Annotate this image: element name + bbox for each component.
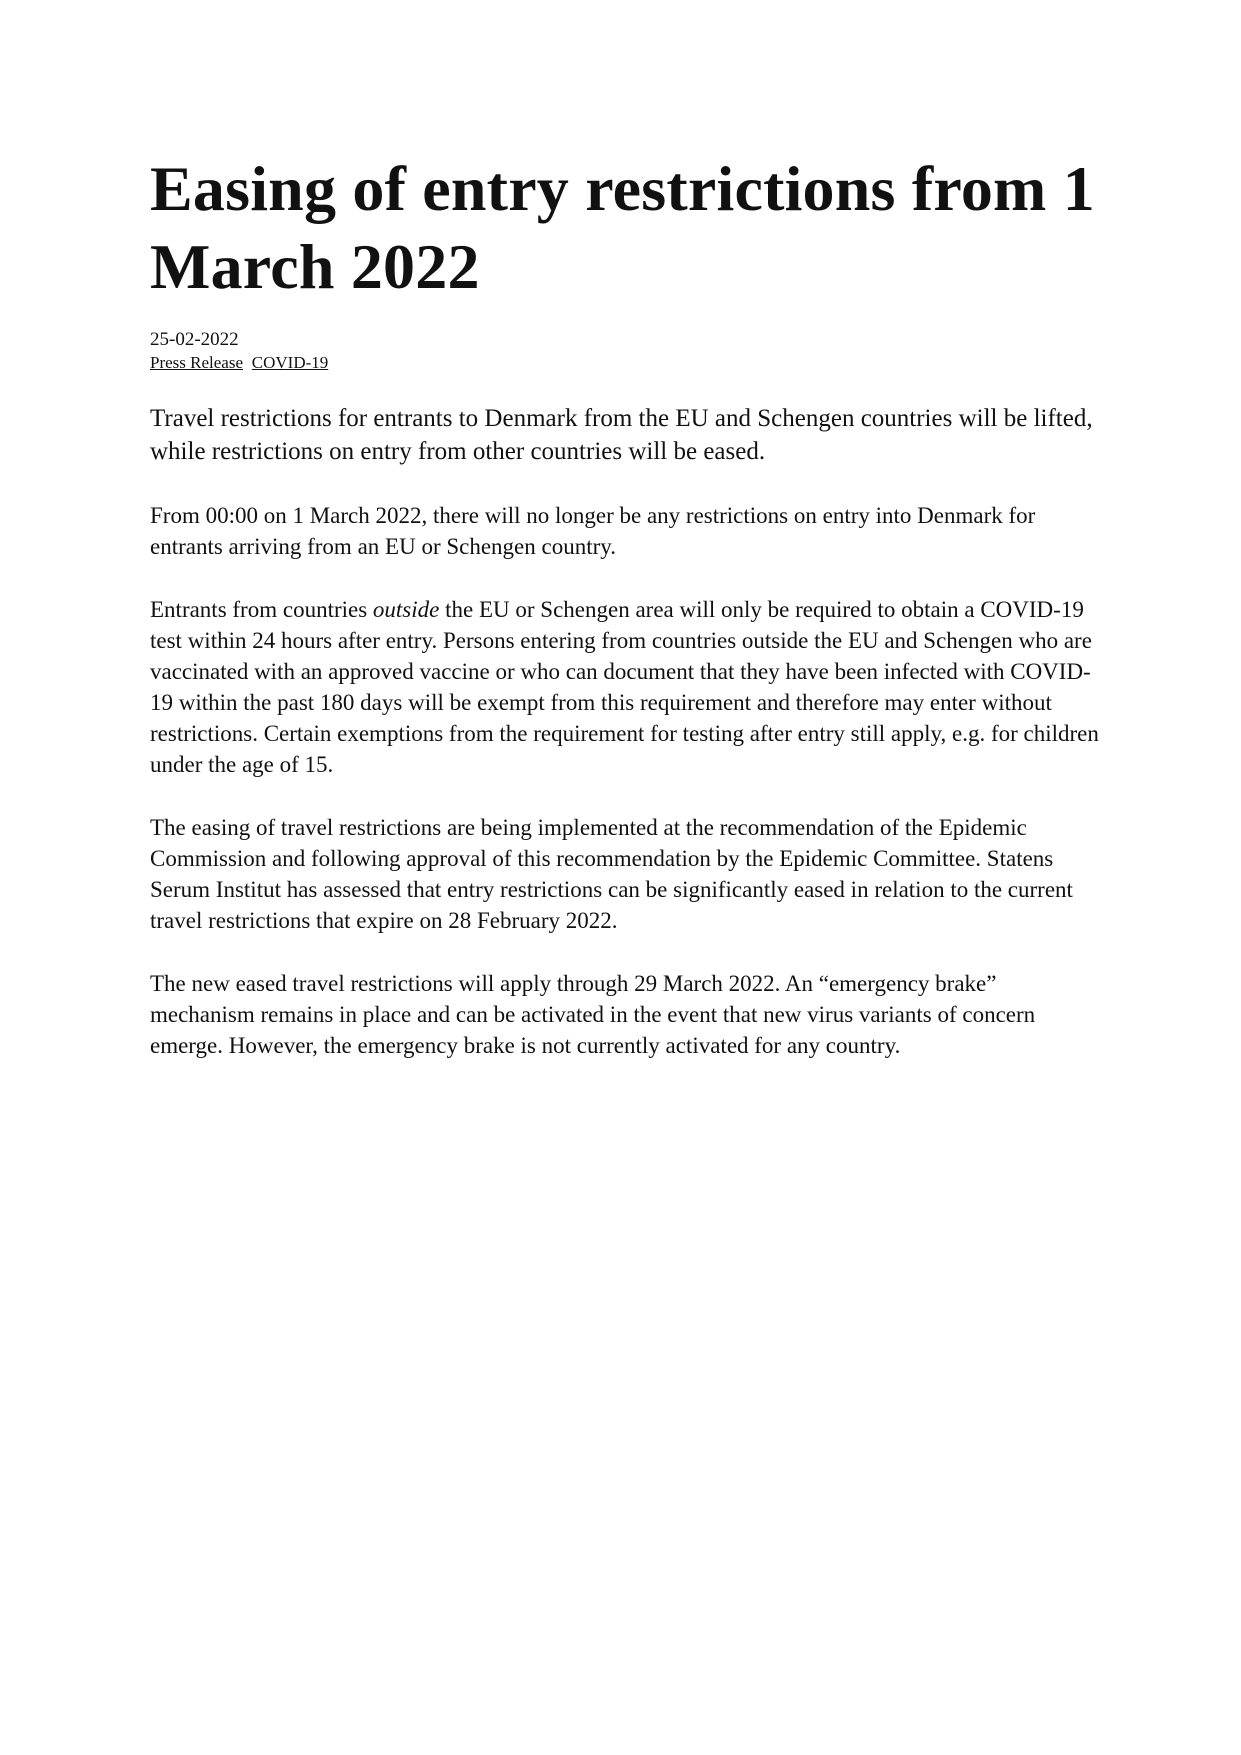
body-paragraph-1: From 00:00 on 1 March 2022, there will no longer be any restrictions on entry into Denmark for entrants arriving from an EU or Schengen country.	[150, 503, 1036, 559]
tag-link-covid-19[interactable]: COVID-19	[251, 353, 329, 372]
body-paragraph-4: The new eased travel restrictions will apply through 29 March 2022. An “emergency brake” mechanism remains in place and can be activated in the event that new virus variants of concern emerge. However, the emergency brake is not currently activated for any country.	[150, 971, 1036, 1058]
tag-link-press-release[interactable]: Press Release	[150, 353, 244, 372]
body-paragraph-3: The easing of travel restrictions are being implemented at the recommendation of the Epidemic Commission and following approval of this recommendation by the Epidemic Committee. Statens Serum Institut has assessed that entry restrictions can be significantly eased in relation to the current travel restrictions that expire on 28 February 2022.	[150, 815, 1073, 933]
publish-date: 25-02-2022	[150, 329, 239, 350]
article	[150, 150, 1100, 1061]
lead-paragraph: Travel restrictions for entrants to Denmark from the EU and Schengen countries will be lifted, while restrictions on entry from other countries will be eased.	[150, 405, 1093, 465]
page-title: Easing of entry restrictions from 1 March 2022	[150, 153, 1095, 302]
body-paragraph-2-rest: the EU or Schengen area will only be required to obtain a COVID-19 test within 24 hours after entry. Persons entering from countries outside the EU and Schengen who are vaccinated with an approved vaccine or who can document that they have been infected with COVID-19 within the past 180 days will be exempt from this requirement and therefore may enter without restrictions. Certain exemptions from the requirement for testing after entry still apply, e.g. for children under the age of 15.	[150, 597, 1099, 777]
emphasis-outside: outside	[372, 597, 440, 622]
article-meta	[150, 328, 1100, 374]
tag-list	[150, 352, 332, 373]
body-paragraph-2	[150, 594, 1100, 780]
body-paragraph-2-start: Entrants from countries	[150, 597, 373, 622]
